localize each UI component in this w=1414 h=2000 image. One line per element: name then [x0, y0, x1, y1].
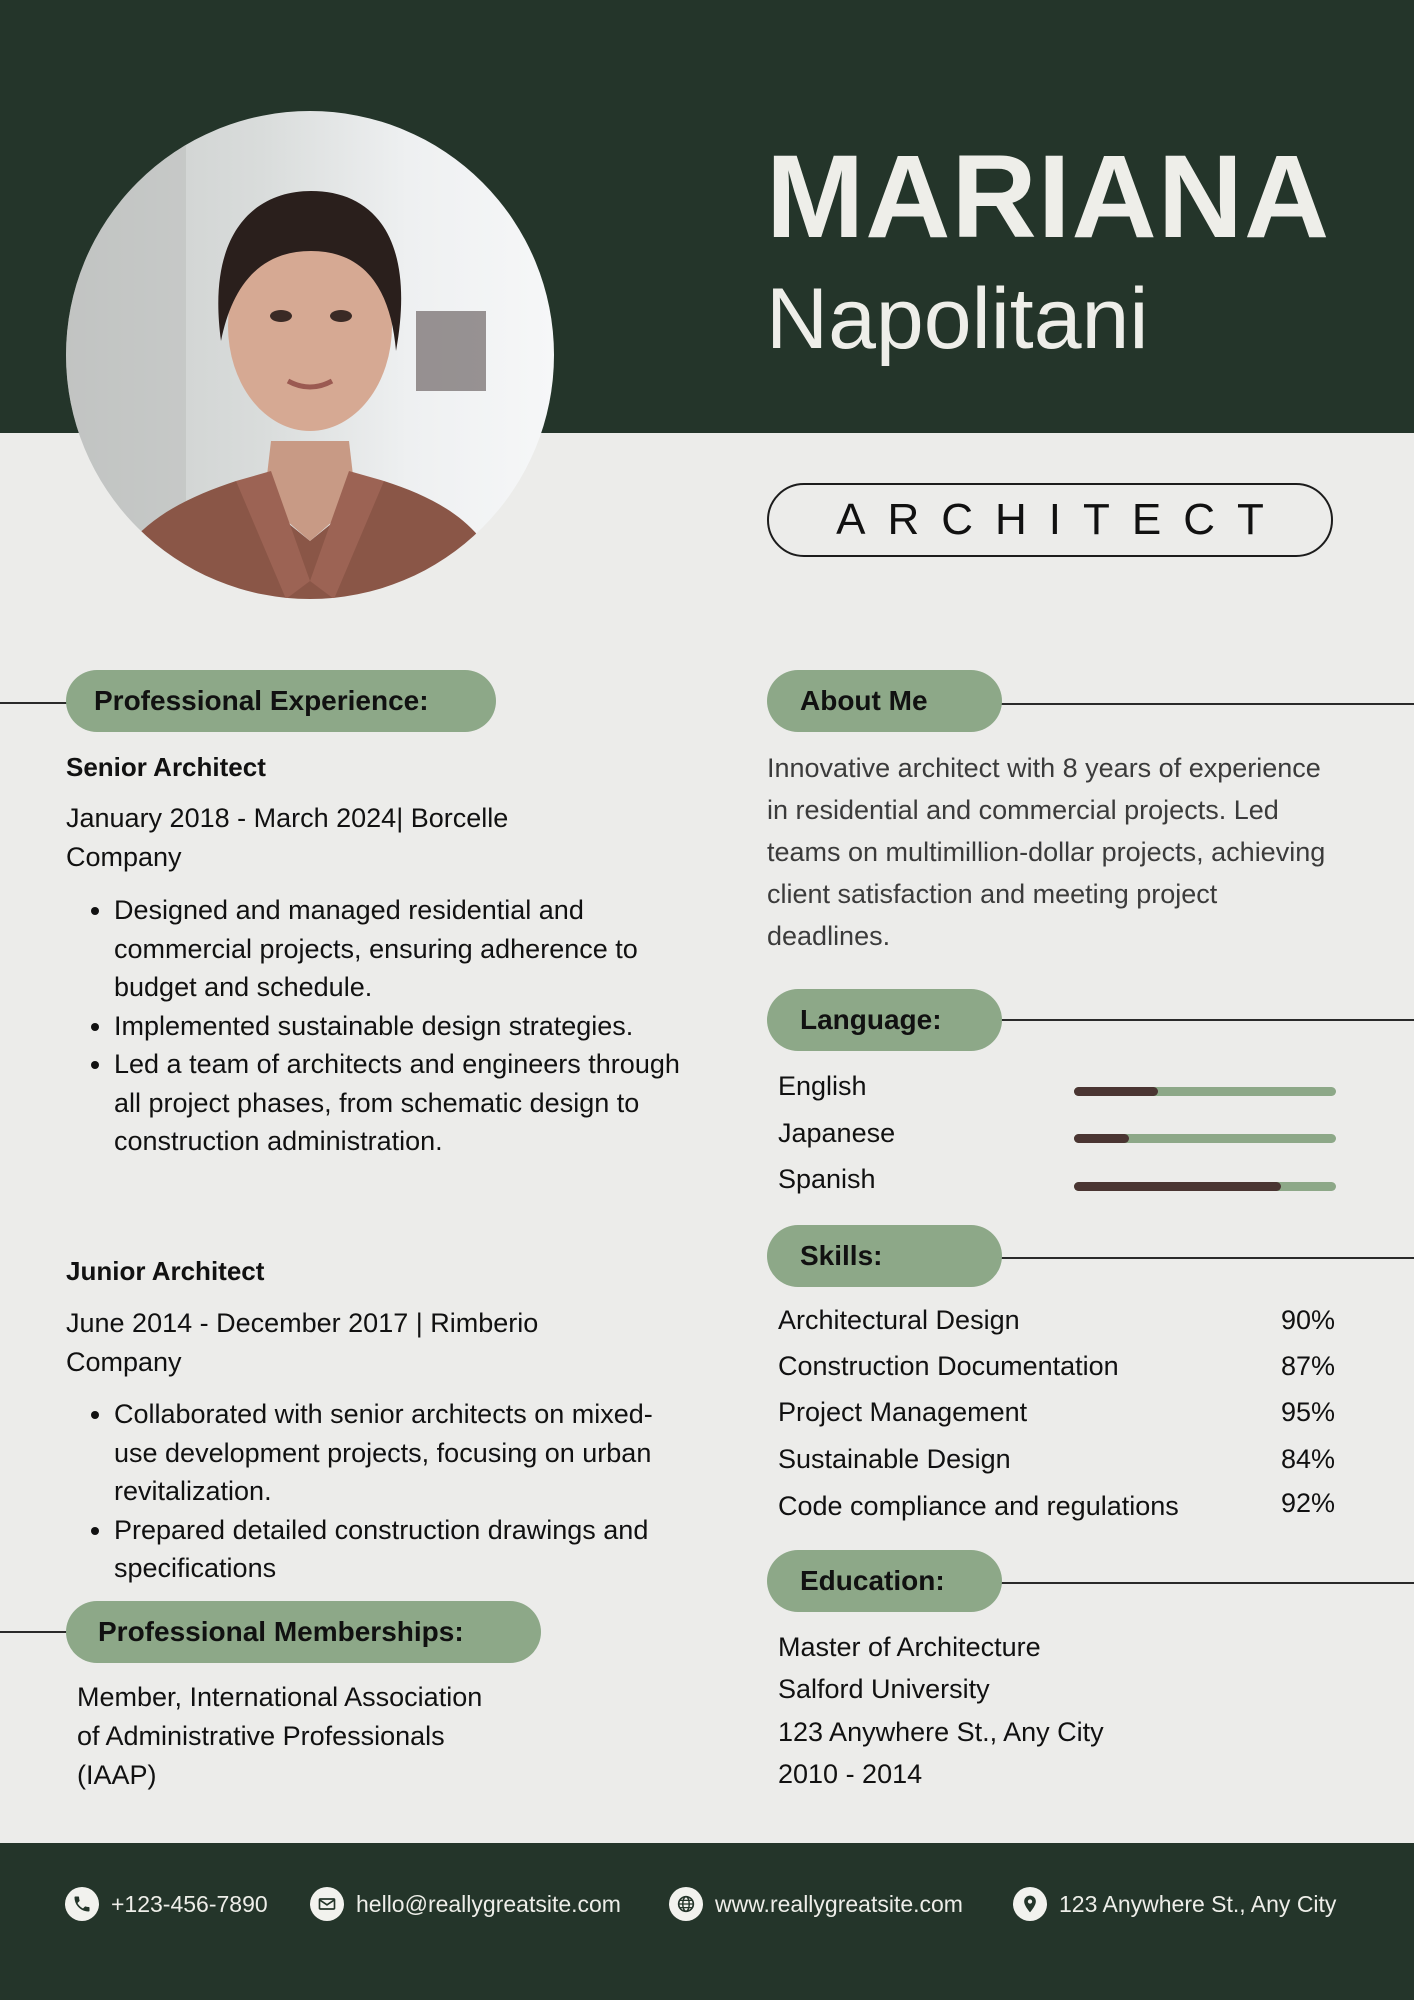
skill-name: Code compliance and regulations — [778, 1491, 1179, 1521]
language-level-bar — [1074, 1134, 1336, 1143]
language-level-fill — [1074, 1134, 1129, 1143]
job-bullets — [66, 891, 688, 1161]
phone-text: +123-456-7890 — [111, 1890, 268, 1917]
language-level-bar — [1074, 1182, 1336, 1191]
skill-value: 87% — [1280, 1351, 1335, 1381]
language-name: English — [778, 1071, 867, 1101]
skill-name: Construction Documentation — [778, 1351, 1119, 1381]
skill-name: Architectural Design — [778, 1305, 1020, 1335]
skill-value: 90% — [1280, 1305, 1335, 1335]
skill-value: 84% — [1280, 1444, 1335, 1474]
language-level-bar — [1074, 1087, 1336, 1096]
globe-icon — [669, 1887, 703, 1921]
membership-text: Member, International Association of Administrative Professionals (IAAP) — [77, 1682, 483, 1790]
email-text: hello@reallygreatsite.com — [356, 1890, 621, 1917]
list-item: • Designed and managed residential and commercial projects, ensuring adherence to budget and schedule. — [114, 891, 688, 1007]
education-degree: Master of Architecture — [778, 1632, 1041, 1662]
education-school: Salford University — [778, 1674, 990, 1704]
education-years: 2010 - 2014 — [778, 1759, 923, 1789]
contact-email[interactable] — [310, 1884, 621, 1924]
address-text: 123 Anywhere St., Any City — [1059, 1890, 1337, 1917]
first-name: MARIANA — [766, 131, 1331, 263]
last-name: Napolitani — [766, 271, 1149, 367]
skill-name: Sustainable Design — [778, 1444, 1011, 1474]
job-dates: June 2014 - December 2017 | Rimberio Company — [66, 1308, 539, 1377]
contact-address[interactable] — [1013, 1884, 1336, 1924]
education-heading: Education: — [767, 1550, 1002, 1612]
section-divider — [1000, 703, 1414, 705]
location-pin-icon — [1013, 1887, 1047, 1921]
list-item: • Collaborated with senior architects on mixed-use development projects, focusing on urban revitalization. — [114, 1395, 688, 1511]
language-heading: Language: — [767, 989, 1002, 1051]
education-address: 123 Anywhere St., Any City — [778, 1717, 1104, 1747]
profile-photo — [66, 111, 554, 599]
skill-name: Project Management — [778, 1397, 1028, 1427]
role-badge: ARCHITECT — [767, 483, 1333, 557]
about-heading: About Me — [767, 670, 1002, 732]
skill-value: 92% — [1280, 1488, 1335, 1518]
language-level-fill — [1074, 1087, 1158, 1096]
language-level-fill — [1074, 1182, 1281, 1191]
memberships-heading: Professional Memberships: — [66, 1601, 541, 1663]
about-text: Innovative architect with 8 years of experience in residential and commercial projects. Led teams on multimillion-dollar projects, achieving client satisfaction and meeting project deadlines. — [767, 753, 1326, 951]
mail-icon — [310, 1887, 344, 1921]
job-title: Senior Architect — [66, 752, 266, 782]
job-title: Junior Architect — [66, 1256, 265, 1286]
section-divider — [0, 702, 70, 704]
section-divider — [0, 1631, 70, 1633]
contact-website[interactable] — [669, 1884, 963, 1924]
language-name: Spanish — [778, 1164, 876, 1194]
job-dates: January 2018 - March 2024| Borcelle Company — [66, 803, 509, 872]
section-divider — [1000, 1582, 1414, 1584]
experience-heading: Professional Experience: — [66, 670, 496, 732]
list-item: • Led a team of architects and engineers through all project phases, from schematic design to construction administration. — [114, 1045, 688, 1161]
website-text: www.reallygreatsite.com — [715, 1890, 963, 1917]
section-divider — [1000, 1257, 1414, 1259]
list-item: • Prepared detailed construction drawings and specifications — [114, 1511, 688, 1588]
contact-phone[interactable] — [65, 1884, 268, 1924]
skill-value: 95% — [1280, 1397, 1335, 1427]
section-divider — [1000, 1019, 1414, 1021]
skills-heading: Skills: — [767, 1225, 1002, 1287]
language-name: Japanese — [778, 1118, 896, 1148]
list-item: • Implemented sustainable design strategies. — [114, 1007, 688, 1046]
phone-icon — [65, 1887, 99, 1921]
job-bullets — [66, 1395, 688, 1588]
